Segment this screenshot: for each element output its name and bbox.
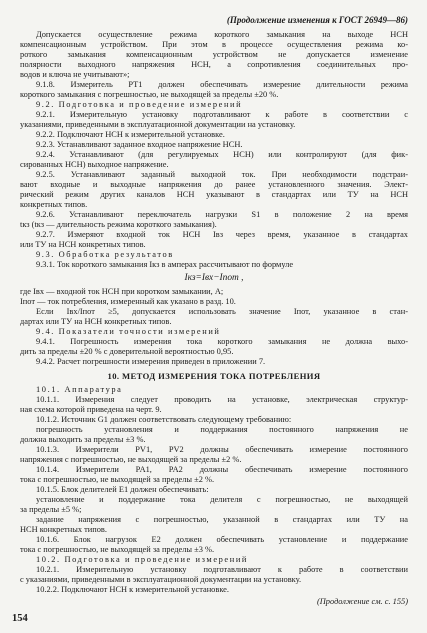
page-header: (Продолжение изменения к ГОСТ 26949—86) [226,15,408,25]
paragraph-line: установление и поддержание тока делителя с погрешностью, не выходящей [36,495,408,504]
paragraph-line: компенсационным устройством. При этом в процессе осуществления режима ко- [20,40,408,49]
paragraph-line: 9.4.1. Погрешность измерения тока короткого замыкания не должна выхо- [36,337,408,346]
continuation-note: (Продолжение см. с. 155) [316,597,408,606]
section-heading: 10.1. Аппаратура [36,385,123,394]
paragraph-line: 10.1.2. Источник G1 должен соответствовать следующему требованию: [36,415,292,424]
paragraph-line: 9.3.1. Ток короткого замыкания Iкз в амперах рассчитывают по формуле [36,260,294,269]
paragraph-line: задание напряжения с погрешностью, указанной в стандартах или ТУ на [36,515,408,524]
paragraph-line: ная схема которой приведена на черт. 9. [20,405,162,414]
page-number: 154 [12,613,28,624]
formula: Iкз=Iвх−Iпот , [184,273,244,283]
paragraph-line: 9.2.7. Измеряют входной ток НСН Iвз через время, указанное в стандартах [36,230,408,239]
paragraph-line: тока с погрешностью, не выходящей за пределы ±3 %. [20,545,215,554]
paragraph-line: дартах или ТУ на НСН конкретных типов. [20,317,172,326]
paragraph-line: 9.2.1. Измерительную установку подготавливают к работе в соответствии с [36,110,408,119]
paragraph-line: 10.1.4. Измерители PA1, PA2 должны обеспечивать измерение постоянного [36,465,408,474]
paragraph-line: Если Iвх/Iпот ≥5, допускается использовать значение Iпот, указанное в стан- [36,307,408,316]
paragraph-line: рический режим других каналов НСН указывают в стандартах или ТУ на НСН [20,190,408,199]
paragraph-line: 10.1.1. Измерения следует проводить на установке, электрическая структур- [36,395,408,404]
section-heading: 9.2. Подготовка и проведение измерений [36,100,243,109]
paragraph-line: сированных НСН) выходное напряжение. [20,160,169,169]
paragraph-line: 9.2.5. Устанавливают заданный выходной ток. При необходимости подстраи- [36,170,408,179]
section-heading: 9.3. Обработка результатов [36,250,174,259]
paragraph-line: Iпот — ток потребления, измеренный как указано в разд. 10. [20,297,236,306]
paragraph-line: 10.1.5. Блок делителей E1 должен обеспечивать: [36,485,209,494]
paragraph-line: водов и ключа не учитывают»; [20,70,130,79]
paragraph-line: 9.2.4. Устанавливают (для регулируемых НСН) или контролируют (для фик- [36,150,408,159]
paragraph-line: напряжения с погрешностью, не выходящей за пределы ±2 %. [20,455,242,464]
paragraph-line: 9.2.2. Подключают НСН к измерительной установке. [36,130,225,139]
paragraph-line: короткого замыкания с погрешностью, не выходящей за пределы ±20 %. [20,90,279,99]
paragraph-line: дить за пределы ±20 % с доверительной вероятностью 0,95. [20,347,234,356]
paragraph-line: вают входные и выходные напряжения до ранее установленного значения. Элект- [20,180,408,189]
section-heading: 9.4. Показатели точности измерений [36,327,221,336]
paragraph-line: тока с погрешностью, не выходящей за пределы ±2 %. [20,475,215,484]
paragraph-line: 10.2.2. Подключают НСН к измерительной установке. [36,585,229,594]
section-title: 10. МЕТОД ИЗМЕРЕНИЯ ТОКА ПОТРЕБЛЕНИЯ [107,371,321,381]
paragraph-line: указаниями, приведенными в эксплуатационной документации на установку. [20,120,296,129]
paragraph-line: tкз (tкз — длительность режима короткого замыкания). [20,220,217,229]
paragraph-line: 10.1.6. Блок нагрузок E2 должен обеспечивать установление и поддержание [36,535,408,544]
paragraph-line: роткого замыкания компенсационным устройством не допускается изменение [20,50,408,59]
paragraph-line: 9.2.3. Устанавливают заданное входное напряжение НСН. [36,140,243,149]
paragraph-line: с указаниями, приведенными в эксплуатационной документации на установку. [20,575,302,584]
paragraph-line: должна выходить за пределы ±3 %. [20,435,146,444]
paragraph-line: полярности выходного напряжения НСН, а сопротивления соединительных про- [20,60,408,69]
paragraph-line: 10.1.3. Измерители PV1, PV2 должны обеспечивать измерение постоянного [36,445,408,454]
paragraph-line: 10.2.1. Измерительную установку подготавливают к работе в соответствии [36,565,408,574]
paragraph-line: где Iвх — входной ток НСН при коротком замыкании, А; [20,287,224,296]
paragraph-line: Допускается осуществление режима короткого замыкания на выходе НСН [36,30,408,39]
section-heading: 10.2. Подготовка и проведение измерений [36,555,248,564]
paragraph-line: 9.4.2. Расчет погрешности измерения приведен в приложении 7. [36,357,266,366]
paragraph-line: или ТУ на НСН конкретных типов. [20,240,146,249]
paragraph-line: 9.1.8. Измеритель РТ1 должен обеспечивать измерение длительности режима [36,80,408,89]
paragraph-line: НСН конкретных типов. [20,525,107,534]
paragraph-line: конкретных типов. [20,200,88,209]
paragraph-line: погрешность установления и поддержания постоянного напряжения не [36,425,408,434]
paragraph-line: за пределы ±5 %; [20,505,82,514]
paragraph-line: 9.2.6. Устанавливают переключатель нагрузки S1 в положение 2 на время [36,210,408,219]
